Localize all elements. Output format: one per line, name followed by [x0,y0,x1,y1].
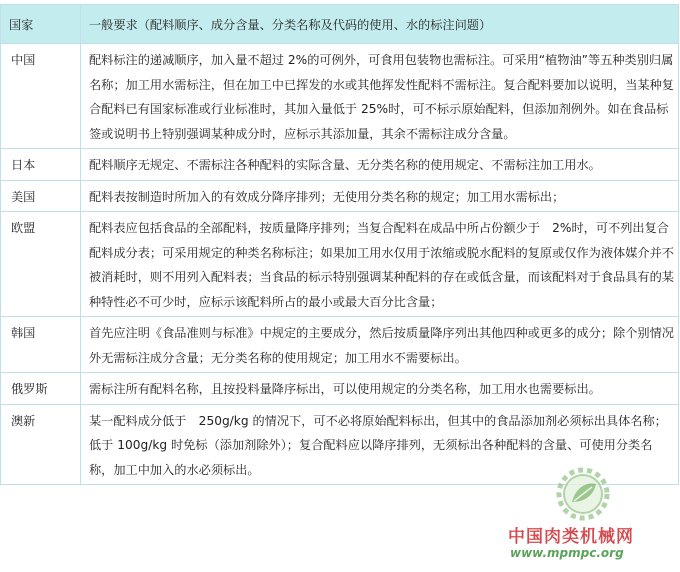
table-row [1,180,679,212]
country-cell: 韩国 [1,317,81,373]
requirement-cell: 需标注所有配料名称，且按投料量降序标出，可以使用规定的分类名称，加工用水也需要标出。 [81,373,679,405]
requirement-cell: 配料顺序无规定、不需标注各种配料的实际含量、无分类名称的使用规定、不需标注加工用水。 [81,149,679,181]
table-row [1,44,679,149]
country-cell: 中国 [1,44,81,149]
header-country: 国家 [1,5,81,44]
country-cell: 日本 [1,149,81,181]
watermark-site-name: 中国肉类机械网 [508,527,634,547]
country-cell: 澳新 [1,404,81,485]
table-row [1,317,679,373]
site-watermark [500,464,680,572]
gear-leaf-logo-icon [550,464,616,528]
requirement-cell: 配料表应包括食品的全部配料，按质量降序排列；当复合配料在成品中所占份额少于 2%时，可不列出复合配料成分表；可采用规定的种类名称标注；如果加工用水仅用于浓缩或脱水配料的复原或仅作为液体媒介并不被消耗时，则不用列入配料表；当食品的标示特别强调某种配料的存在或低含量，而该配料对于食品具有的某种特性必不可少时，应标示该配料所占的最小或最大百分比含量； [81,212,679,317]
watermark-url: www.mpmpc.org [510,546,624,560]
requirement-cell: 配料表按制造时所加入的有效成分降序排列；无使用分类名称的规定；加工用水需标出； [81,180,679,212]
header-general-requirements: 一般要求（配料顺序、成分含量、分类名称及代码的使用、水的标注问题） [81,5,679,44]
requirement-cell: 首先应注明《食品准则与标准》中规定的主要成分，然后按质量降序列出其他四种或更多的成分；除个别情况外无需标注成分含量；无分类名称的使用规定；加工用水不需要标出。 [81,317,679,373]
requirement-cell: 配料标注的递减顺序，加入量不超过 2%的可例外，可食用包装物也需标注。可采用“植物油”等五种类别归属名称；加工用水需标注，但在加工中已挥发的水或其他挥发性配料不需标注。复合配料要加以说明，当某种复合配料已有国家标准或行业标准时，其加入量低于 25%时，可不标示原始配料，但添加剂例外。如在食品标签或说明书上特别强调某种成分时，应标示其添加量，其余不需标注成分含量。 [81,44,679,149]
country-cell: 美国 [1,180,81,212]
food-label-requirements-table [0,4,679,485]
table-row [1,212,679,317]
table-row [1,149,679,181]
country-cell: 欧盟 [1,212,81,317]
table-header-row [1,5,679,44]
requirement-cell: 某一配料成分低于 250g/kg 的情况下，可不必将原始配料标出，但其中的食品添加剂必须标出具体名称；低于 100g/kg 时免标（添加剂除外）；复合配料应以降序排列，无须标出各种配料的含量、可使用分类名称，加工中加入的水必须标出。 [81,404,679,485]
table-row [1,373,679,405]
country-cell: 俄罗斯 [1,373,81,405]
